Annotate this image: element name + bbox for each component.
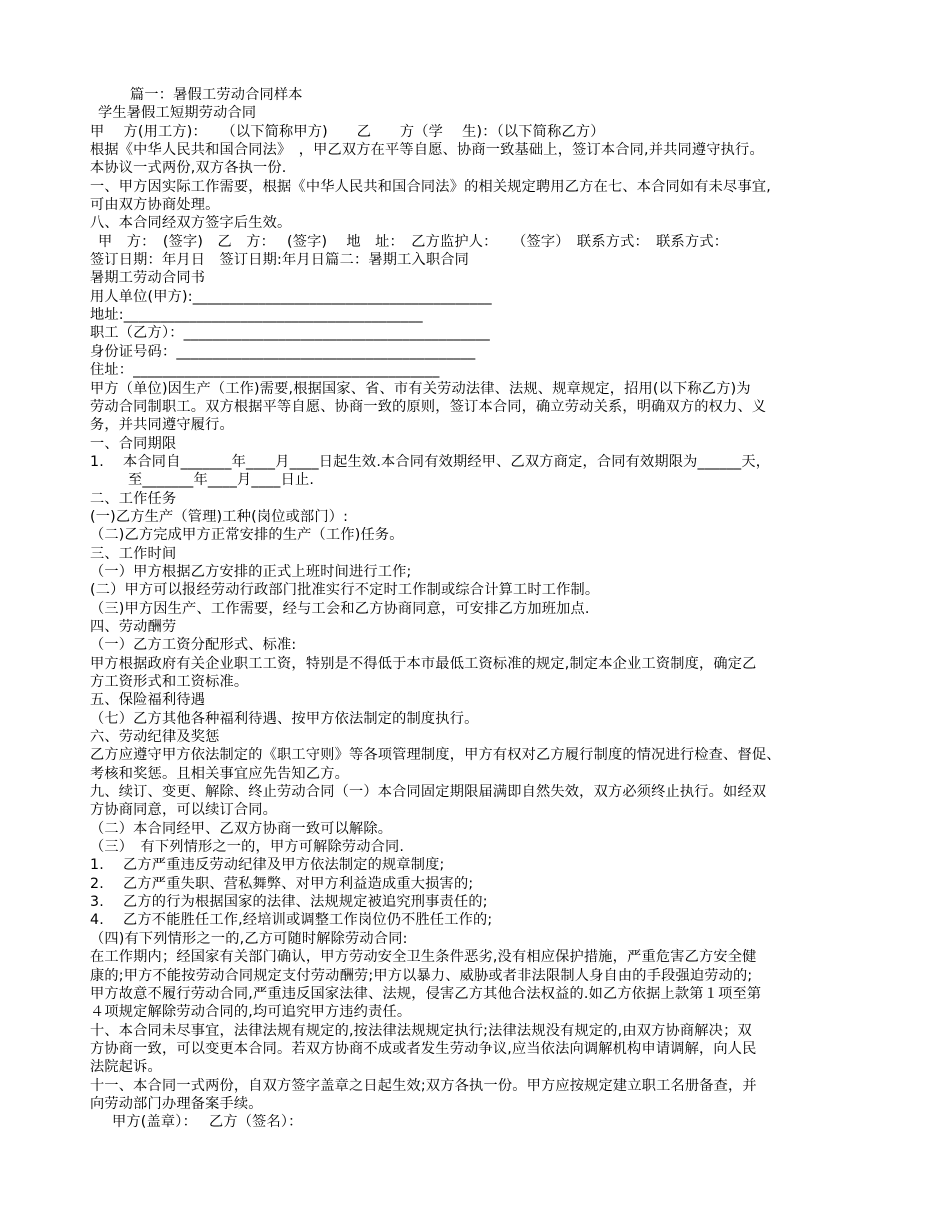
form-field-id-number: 身份证号码：_________________________________________	[90, 343, 476, 360]
list-item: 1. 乙方严重违反劳动纪律及甲方依法制定的规章制度;	[90, 857, 445, 874]
text-line: 甲方根据政府有关企业职工工资，特别是不得低于本市最低工资标准的规定,制定本企业工资制度，确定乙	[90, 655, 757, 672]
text-line: 考核和奖惩。且相关事宜应先告知乙方。	[90, 765, 349, 782]
text-line: 可由双方协商处理。	[90, 197, 220, 214]
text-line: （四)有下列情形之一的,乙方可随时解除劳动合同:	[90, 930, 408, 947]
text-line: 一、甲方因实际工作需要，根据《中华人民共和国合同法》的相关规定聘用乙方在七、本合同如有未尽事宜,	[90, 178, 771, 195]
list-item: 2. 乙方严重失职、营私舞弊、对甲方利益造成重大损害的;	[90, 875, 474, 892]
form-field-employer: 用人单位(甲方):_________________________________________	[90, 288, 492, 305]
text-line: 在工作期内；经国家有关部门确认，甲方劳动安全卫生条件恶劣,没有相应保护措施，严重危害乙方安全健	[90, 949, 757, 966]
text-line: （七）乙方其他各种福利待遇、按甲方依法制定的制度执行。	[90, 710, 479, 727]
text-line: （一）甲方根据乙方安排的正式上班时间进行工作;	[90, 563, 412, 580]
doc-title: 篇一：暑假工劳动合同样本	[130, 87, 303, 103]
text-line: (一)乙方生产（管理)工种(岗位或部门）:	[90, 508, 349, 525]
text-line: 方协商一致，可以变更本合同。若双方协商不成或者发生劳动争议,应当依法向调解机构申请调解，向人民	[90, 1040, 757, 1057]
text-line: 方协商同意，可以续订合同。	[90, 802, 278, 819]
text-line: 八、本合同经双方签字后生效。	[90, 215, 292, 232]
signature-line: 甲 方： (签字) 乙 方： (签字) 地 址： 乙方监护人： （签字） 联系方式： 联系方式：	[98, 233, 729, 250]
section-heading: 一、合同期限	[90, 435, 177, 452]
text-line: 甲方故意不履行劳动合同,严重违反国家法律、法规，侵害乙方其他合法权益的.如乙方依据上款第１项至第	[90, 985, 762, 1002]
list-item: 3. 乙方的行为根据国家的法律、法规规定被追究刑事责任的;	[90, 894, 488, 911]
section-title: 暑期工劳动合同书	[90, 270, 206, 287]
list-item: 4. 乙方不能胜任工作,经培训或调整工作岗位仍不胜任工作的;	[90, 912, 493, 929]
text-line: 法院起诉。	[90, 1059, 162, 1076]
section-heading: 六、劳动纪律及奖惩	[90, 729, 220, 746]
text-line: 方工资形式和工资标准。	[90, 674, 249, 690]
text-line: ４项规定解除劳动合同的,均可追究甲方违约责任。	[90, 1004, 412, 1021]
document-page	[90, 86, 890, 1132]
text-line: 本协议一式两份,双方各执一份.	[90, 160, 287, 177]
text-line: 十、本合同未尽事宜，法律法规有规定的,按法律法规规定执行;法律法规没有规定的,由双方协商解决；双	[90, 1022, 752, 1039]
text-line: 十一、本合同一式两份，自双方签字盖章之日起生效;双方各执一份。甲方应按规定建立职工名册备查，并	[90, 1077, 757, 1094]
text-line: 劳动合同制职工。双方根据平等自愿、协商一致的原则，签订本合同，确立劳动关系，明确双方的权力、义	[90, 398, 767, 415]
text-line: 根据《中华人民共和国合同法》 ，甲乙双方在平等自愿、协商一致基础上，签订本合同,并共同遵守执行。	[90, 142, 764, 159]
text-line: 甲 方(用工方)： （以下简称甲方) 乙 方（学 生)：（以下简称乙方）	[90, 123, 605, 140]
section-heading: 五、保险福利待遇	[90, 692, 206, 709]
text-line: 甲方（单位)因生产（工作)需要,根据国家、省、市有关劳动法律、法规、规章规定，招用(以下称乙方)为	[90, 380, 751, 397]
form-field-employee: 职工（乙方）：__________________________________________	[90, 325, 490, 342]
text-line: 至_______年____月____日止.	[128, 472, 315, 489]
text-line: 1. 本合同自_______年____月____日起生效.本合同有效期经甲、乙双方商定，合同有效期限为______天，	[90, 453, 771, 470]
text-line: （二)乙方完成甲方正常安排的生产（工作)任务。	[90, 527, 404, 544]
text-line: （一）乙方工资分配形式、标准:	[90, 637, 297, 654]
text-line: 务，并共同遵守履行。	[90, 417, 234, 434]
text-line: （三)甲方因生产、工作需要，经与工会和乙方协商同意，可安排乙方加班加点.	[90, 600, 590, 617]
section-heading: 三、工作时间	[90, 545, 177, 562]
text-line: 向劳动部门办理备案手续。	[90, 1095, 263, 1112]
text-line: 乙方应遵守甲方依法制定的《职工守则》等各项管理制度，甲方有权对乙方履行制度的情况进行检查、督促、	[90, 747, 781, 764]
text-line: 九、续订、变更、解除、终止劳动合同（一）本合同固定期限届满即自然失效，双方必须终止执行。如经双	[90, 784, 767, 801]
section-heading: 四、劳动酬劳	[90, 618, 177, 635]
form-field-residence: 住址：__________________________________________	[90, 362, 440, 379]
text-line: (二）甲方可以报经劳动行政部门批准实行不定时工作制或综合计算工时工作制。	[90, 582, 600, 599]
signature-line: 甲方(盖章）： 乙方（签名）：	[112, 1114, 303, 1131]
form-field-address: 地址:_________________________________________	[90, 307, 423, 324]
section-heading: 二、工作任务	[90, 490, 177, 507]
text-line: 签订日期：年月日 签订日期:年月日篇二：暑期工入职合同	[90, 252, 470, 269]
contract-title: 学生暑假工短期劳动合同	[98, 105, 257, 122]
text-line: （二）本合同经甲、乙双方协商一致可以解除。	[90, 820, 393, 837]
text-line: （三） 有下列情形之一的，甲方可解除劳动合同.	[90, 839, 405, 856]
text-line: 康的;甲方不能按劳动合同规定支付劳动酬劳;甲方以暴力、威胁或者非法限制人身自由的手段强迫劳动的;	[90, 967, 753, 984]
